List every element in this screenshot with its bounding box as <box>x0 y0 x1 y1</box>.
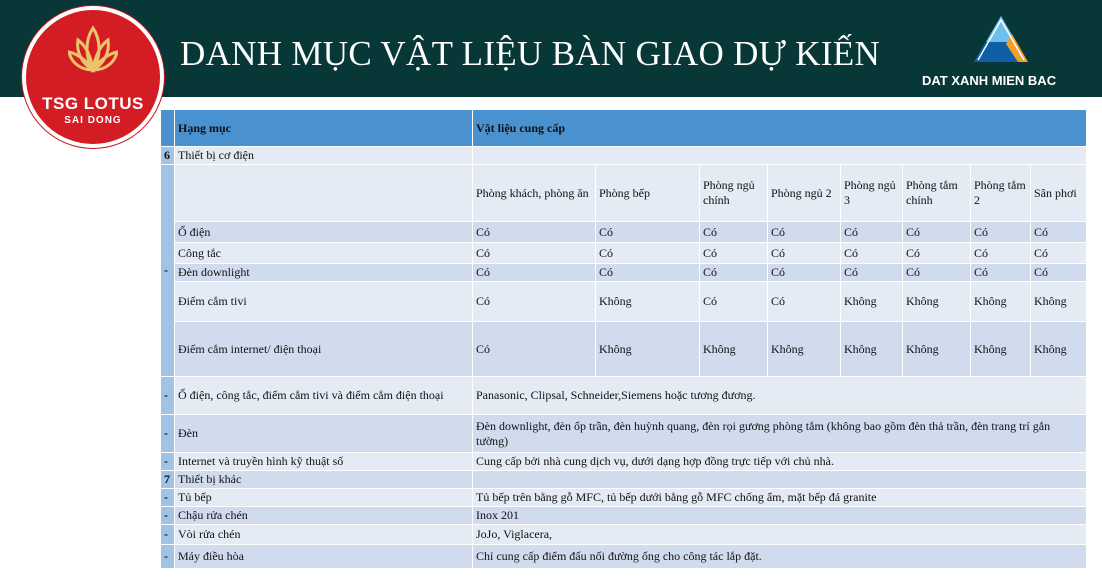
room-header: Phòng tắm chính <box>903 165 971 222</box>
dash-marker: - <box>161 545 175 569</box>
row-value: Có <box>700 222 768 243</box>
table-row <box>161 243 1087 264</box>
room-header: Phòng khách, phòng ăn <box>473 165 596 222</box>
row-value: Không <box>971 282 1031 322</box>
row-value: Có <box>903 222 971 243</box>
table-row <box>161 415 1087 453</box>
table-row <box>161 377 1087 415</box>
row-value: Có <box>473 222 596 243</box>
row-label: Chậu rửa chén <box>175 507 473 525</box>
row-value: Không <box>841 322 903 377</box>
table-row <box>161 264 1087 282</box>
row-value: Có <box>473 282 596 322</box>
row-value: Có <box>971 264 1031 282</box>
header-category: Hạng mục <box>175 110 473 147</box>
row-value: Đèn downlight, đèn ốp trần, đèn huỳnh quang, đèn rọi gương phòng tắm (không bao gồm đèn thả trần, đèn trang trí gắn tường) <box>473 415 1087 453</box>
logo-subtitle: SAI DONG <box>64 115 122 126</box>
row-value: Chỉ cung cấp điểm đấu nối đường ống cho công tác lắp đặt. <box>473 545 1087 569</box>
dash-marker: - <box>161 165 175 377</box>
row-value: Có <box>768 264 841 282</box>
row-label: Đèn downlight <box>175 264 473 282</box>
section-number: 6 <box>161 147 175 165</box>
row-value: Có <box>971 222 1031 243</box>
room-header: Phòng ngủ 2 <box>768 165 841 222</box>
page-title: DANH MỤC VẬT LIỆU BÀN GIAO DỰ KIẾN <box>180 34 881 73</box>
row-value: Có <box>473 264 596 282</box>
table-row <box>161 545 1087 569</box>
dash-marker: - <box>161 525 175 545</box>
row-label: Ổ điện, công tắc, điểm cắm tivi và điểm cắm điện thoại <box>175 377 473 415</box>
section-label: Thiết bị cơ điện <box>175 147 473 165</box>
section-label: Thiết bị khác <box>175 471 473 489</box>
row-value: Không <box>841 282 903 322</box>
materials-table <box>160 109 1087 569</box>
row-value: Có <box>1031 222 1087 243</box>
row-value: Không <box>700 322 768 377</box>
row-value: Có <box>700 282 768 322</box>
dash-marker: - <box>161 453 175 471</box>
dat-xanh-logo-icon <box>972 14 1030 64</box>
row-value: Có <box>841 264 903 282</box>
row-value: Có <box>841 222 903 243</box>
page-header <box>0 0 1102 97</box>
section-row <box>161 147 1087 165</box>
row-value: Có <box>768 282 841 322</box>
row-value: Panasonic, Clipsal, Schneider,Siemens hoặc tương đương. <box>473 377 1087 415</box>
rooms-header-row <box>161 165 1087 222</box>
row-value: Có <box>1031 243 1087 264</box>
table-row <box>161 222 1087 243</box>
row-value: Có <box>971 243 1031 264</box>
row-value: Có <box>1031 264 1087 282</box>
table-row <box>161 322 1087 377</box>
row-value: Có <box>700 243 768 264</box>
row-value: JoJo, Viglacera, <box>473 525 1087 545</box>
row-value: Không <box>903 282 971 322</box>
row-value: Có <box>596 243 700 264</box>
dash-marker: - <box>161 415 175 453</box>
row-value: Có <box>473 243 596 264</box>
room-header: Phòng tắm 2 <box>971 165 1031 222</box>
row-value: Cung cấp bởi nhà cung dịch vụ, dưới dạng hợp đồng trực tiếp với chủ nhà. <box>473 453 1087 471</box>
room-header: Phòng bếp <box>596 165 700 222</box>
row-label: Máy điều hòa <box>175 545 473 569</box>
row-label: Điểm cắm tivi <box>175 282 473 322</box>
table-row <box>161 489 1087 507</box>
section-row <box>161 471 1087 489</box>
row-label: Đèn <box>175 415 473 453</box>
row-value: Có <box>596 264 700 282</box>
row-label: Ổ điện <box>175 222 473 243</box>
row-value: Không <box>596 322 700 377</box>
row-value: Không <box>768 322 841 377</box>
table-row <box>161 507 1087 525</box>
header-num-cell <box>161 110 175 147</box>
row-value: Có <box>700 264 768 282</box>
tsg-lotus-logo <box>22 6 164 148</box>
row-value: Có <box>841 243 903 264</box>
dash-marker: - <box>161 489 175 507</box>
row-label: Công tắc <box>175 243 473 264</box>
row-value: Không <box>596 282 700 322</box>
row-value: Có <box>768 243 841 264</box>
dat-xanh-logo-text: DAT XANH MIEN BAC <box>922 73 1057 88</box>
row-value: Tủ bếp trên bằng gỗ MFC, tủ bếp dưới bằng gỗ MFC chống ẩm, mặt bếp đá granite <box>473 489 1087 507</box>
row-label: Tủ bếp <box>175 489 473 507</box>
row-value: Có <box>473 322 596 377</box>
row-label: Vòi rửa chén <box>175 525 473 545</box>
row-value: Có <box>596 222 700 243</box>
dash-marker: - <box>161 377 175 415</box>
dash-marker: - <box>161 507 175 525</box>
row-label: Điểm cắm internet/ điện thoại <box>175 322 473 377</box>
row-value: Không <box>903 322 971 377</box>
row-value: Có <box>903 243 971 264</box>
logo-name: TSG LOTUS <box>42 94 144 113</box>
table-row <box>161 282 1087 322</box>
table-row <box>161 453 1087 471</box>
table-row <box>161 525 1087 545</box>
room-header: Phòng ngủ 3 <box>841 165 903 222</box>
row-value: Không <box>971 322 1031 377</box>
table-header-row <box>161 110 1087 147</box>
row-value: Có <box>768 222 841 243</box>
lotus-icon <box>68 24 118 76</box>
room-header: Phòng ngủ chính <box>700 165 768 222</box>
row-value: Không <box>1031 322 1087 377</box>
room-header: Sân phơi <box>1031 165 1087 222</box>
row-value: Inox 201 <box>473 507 1087 525</box>
row-label: Internet và truyền hình kỹ thuật số <box>175 453 473 471</box>
header-material: Vật liệu cung cấp <box>473 110 1087 147</box>
row-value: Có <box>903 264 971 282</box>
section-number: 7 <box>161 471 175 489</box>
row-value: Không <box>1031 282 1087 322</box>
